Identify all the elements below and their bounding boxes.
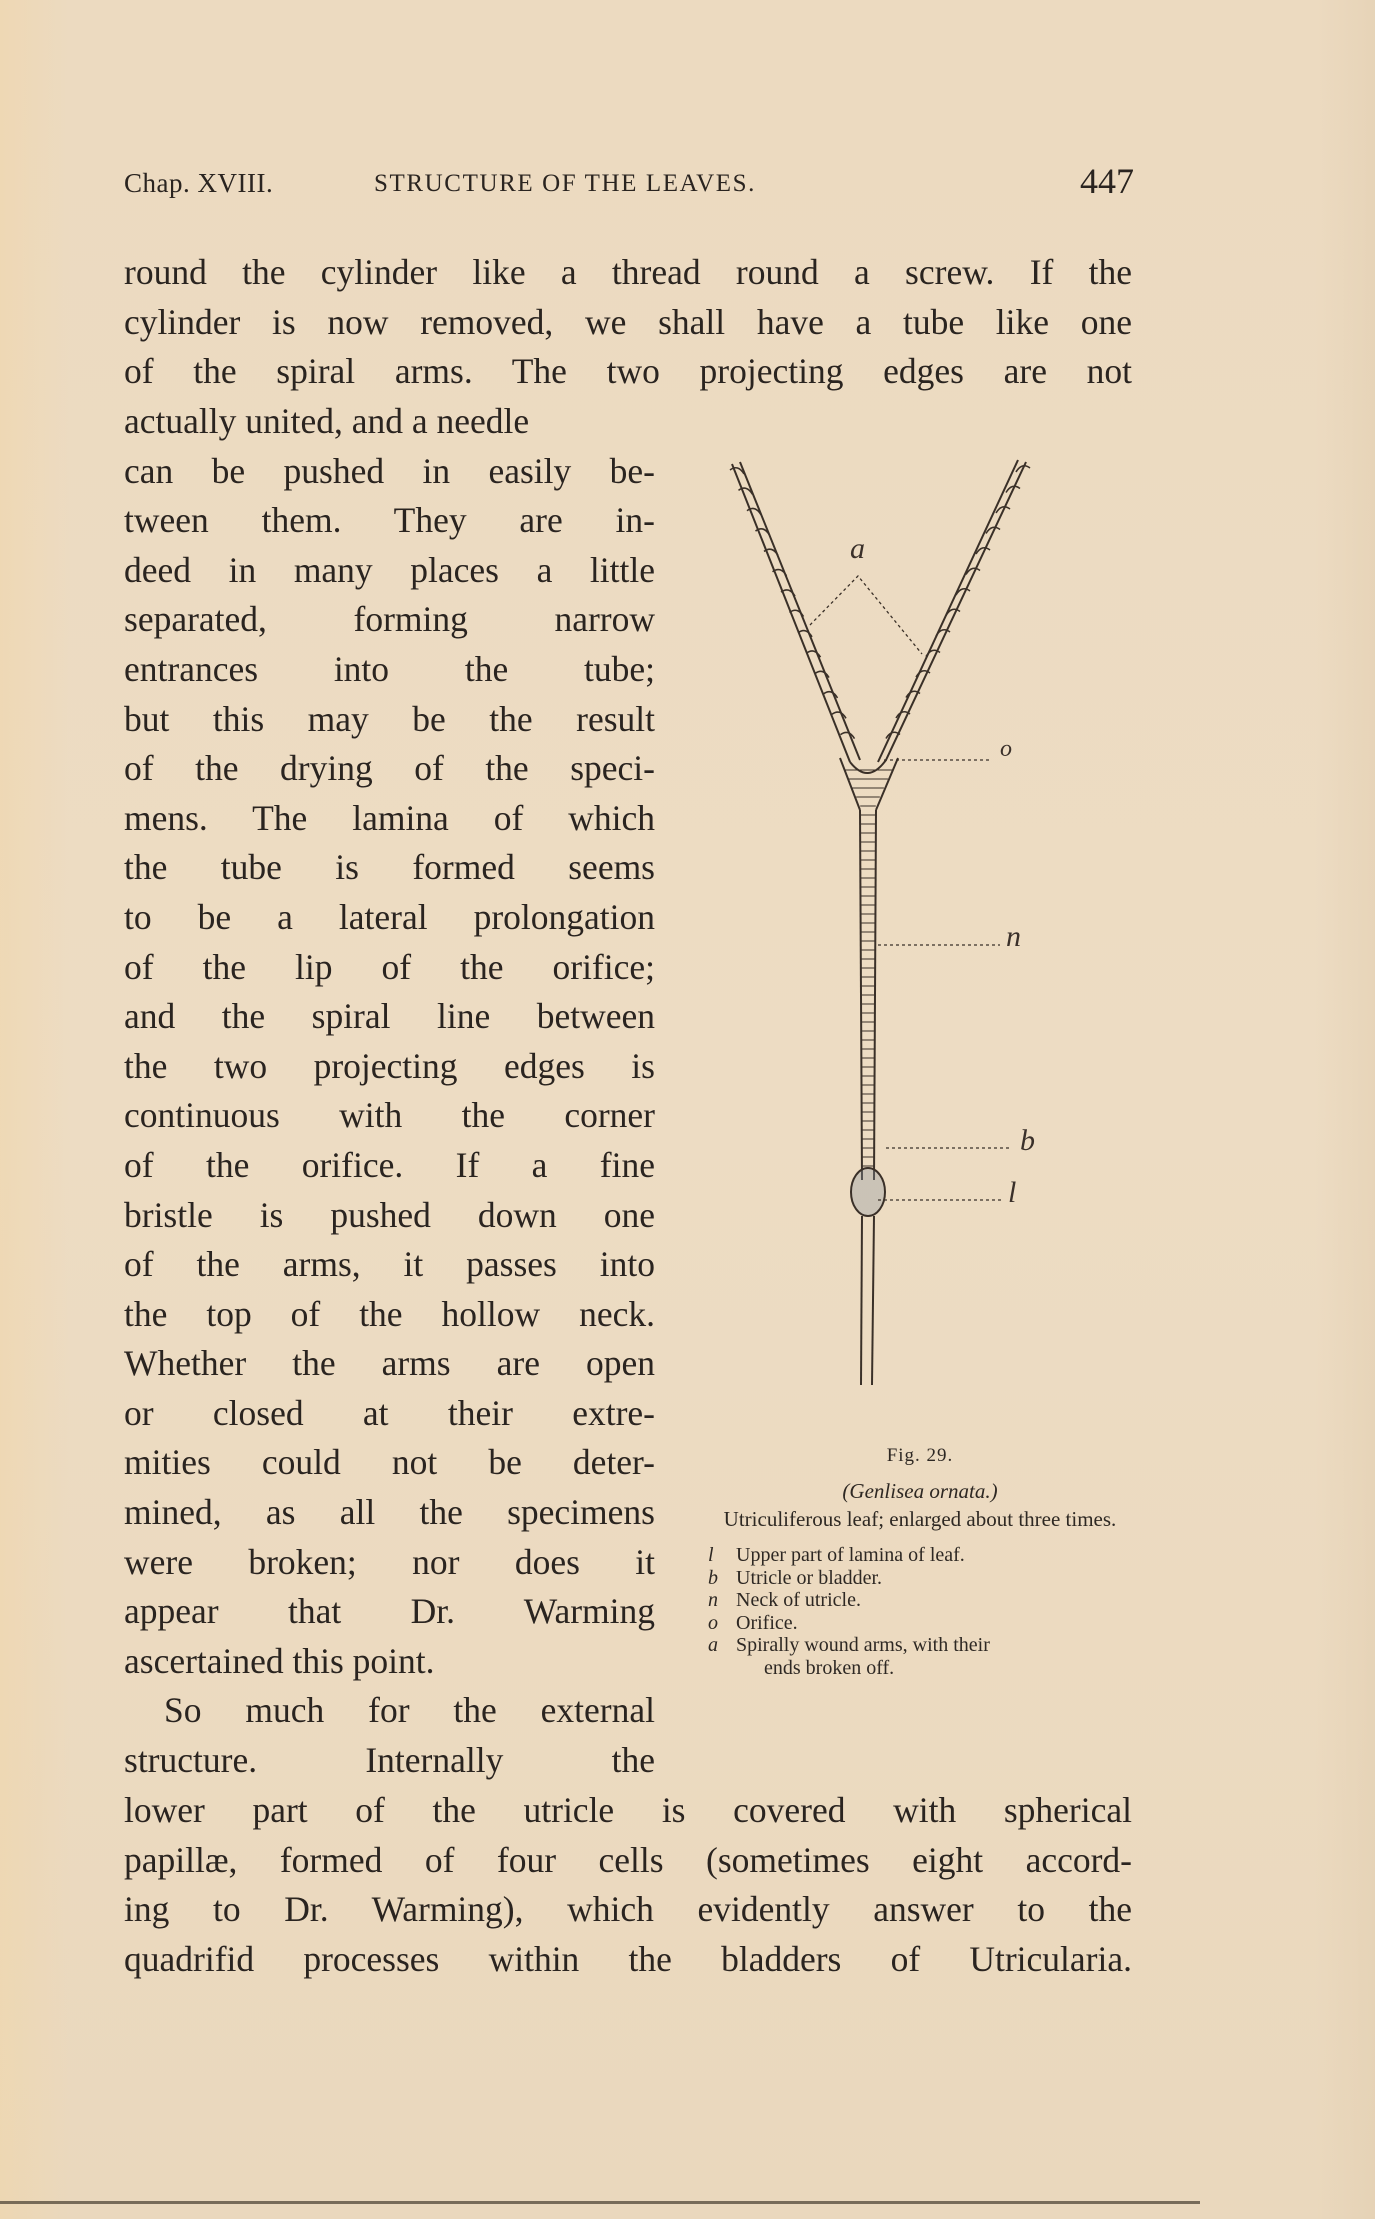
text-line: mined, as all the specimens xyxy=(124,1492,655,1533)
text-line: but this may be the result xyxy=(124,698,655,739)
text-line: separated, forming narrow xyxy=(124,599,655,640)
label-o: o xyxy=(1000,736,1012,762)
text-line: Whether the arms are open xyxy=(124,1343,655,1384)
text-line: papillæ, formed of four cells (sometimes eight accord- xyxy=(124,1839,1132,1880)
legend-text: Neck of utricle. xyxy=(736,1589,861,1611)
text-line: structure. Internally the xyxy=(124,1740,655,1781)
text-line: lower part of the utricle is covered with spherical xyxy=(124,1790,1132,1830)
text-line: ing to Dr. Warming), which evidently answer to the xyxy=(124,1889,1132,1930)
utricle-bladder xyxy=(851,1168,885,1216)
body-text-top xyxy=(124,248,1132,397)
leaf-illustration xyxy=(700,440,1120,1400)
text-line: entrances into the tube; xyxy=(124,648,655,689)
text-line: of the arms, it passes into xyxy=(124,1244,655,1285)
chapter-title: STRUCTURE OF THE LEAVES. xyxy=(374,170,756,197)
species-name: (Genlisea ornata.) xyxy=(842,1479,998,1503)
legend-item xyxy=(708,1634,1150,1657)
text-line: to be a lateral prolongation xyxy=(124,896,655,937)
figure-description: Utriculiferous leaf; enlarged about three times. xyxy=(723,1507,1117,1531)
text-line: cylinder is now removed, we shall have a tube like one xyxy=(124,301,1132,342)
text-line: ascertained this point. xyxy=(124,1640,435,1681)
text-line: appear that Dr. Warming xyxy=(124,1591,655,1632)
text-line: tween them. They are in- xyxy=(124,500,655,541)
spiral-winding xyxy=(841,732,855,738)
text-line: mities could not be deter- xyxy=(124,1442,655,1483)
text-line: of the lip of the orifice; xyxy=(124,946,655,987)
legend-key: n xyxy=(708,1589,718,1611)
legend-text: Orifice. xyxy=(736,1611,798,1634)
label-n: n xyxy=(1006,920,1021,953)
text-line: bristle is pushed down one xyxy=(124,1194,655,1235)
page-number: 447 xyxy=(1080,161,1134,201)
legend-text: Utricle or bladder. xyxy=(736,1566,883,1589)
funnel xyxy=(840,758,898,810)
legend-key: a xyxy=(708,1634,718,1656)
leader-lines xyxy=(810,576,1012,1200)
text-line: continuous with the corner xyxy=(124,1095,655,1136)
legend-text: Spirally wound arms, with their xyxy=(736,1634,990,1656)
text-line: quadrifid processes within the bladders of Utricularia. xyxy=(124,1938,1132,1979)
text-line: mens. The lamina of which xyxy=(124,797,655,838)
text-line: of the spiral arms. The two projecting edges are not xyxy=(124,351,1132,392)
running-head xyxy=(124,160,1134,210)
text-line: So much for the external xyxy=(164,1690,655,1731)
legend-text: Upper part of lamina of leaf. xyxy=(736,1544,965,1566)
body-text-wrapped xyxy=(124,397,655,1786)
legend-item xyxy=(708,1567,1150,1590)
neck-rings xyxy=(844,770,892,1166)
label-l: l xyxy=(1008,1176,1017,1209)
legend-key: l xyxy=(708,1544,714,1566)
page-edge-rule xyxy=(0,2201,1200,2204)
legend-item xyxy=(708,1612,1150,1635)
text-line: of the drying of the speci- xyxy=(124,748,655,789)
label-b: b xyxy=(1020,1124,1035,1157)
text-line: can be pushed in easily be- xyxy=(124,450,655,491)
text-line: actually united, and a needle xyxy=(124,401,530,441)
text-line: the tube is formed seems xyxy=(124,847,655,888)
label-a: a xyxy=(850,532,865,565)
right-spiral-arm xyxy=(878,460,1026,762)
figure-legend xyxy=(690,1544,1150,1679)
text-line: the two projecting edges is xyxy=(124,1045,655,1086)
orifice xyxy=(850,760,886,773)
text-line: the top of the hollow neck. xyxy=(124,1293,655,1334)
text-line: and the spiral line between xyxy=(124,996,655,1037)
text-line: deed in many places a little xyxy=(124,549,655,590)
text-line: round the cylinder like a thread round a screw. If the xyxy=(124,252,1132,292)
legend-key: b xyxy=(708,1566,718,1589)
left-spiral-arm xyxy=(732,462,860,762)
figure-species xyxy=(690,1479,1150,1504)
text-line: of the orifice. If a fine xyxy=(124,1144,655,1185)
body-text-bottom xyxy=(124,1786,1132,1984)
text-line: or closed at their extre- xyxy=(124,1392,655,1433)
legend-item xyxy=(708,1544,1150,1567)
text-line: were broken; nor does it xyxy=(124,1541,655,1582)
lamina xyxy=(861,1216,874,1385)
figure-number: Fig. 29. xyxy=(886,1445,954,1466)
figure-caption xyxy=(690,1445,1150,1679)
legend-key: o xyxy=(708,1611,718,1634)
legend-text-continuation: ends broken off. xyxy=(764,1656,895,1679)
figure-genlisea-leaf xyxy=(700,440,1120,1400)
legend-item xyxy=(708,1589,1150,1612)
chapter-label: Chap. XVIII. xyxy=(124,168,274,198)
